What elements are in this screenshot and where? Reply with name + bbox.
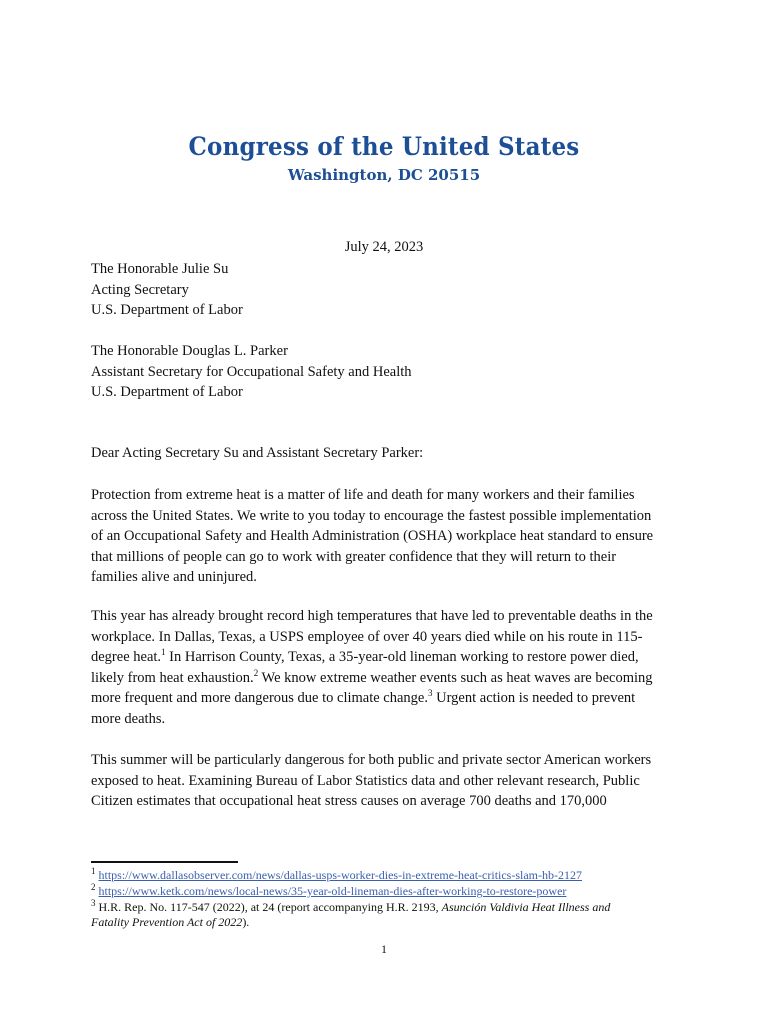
letterhead-title: Congress of the United States [188,132,580,161]
paragraph-1-line: families alive and uninjured. [91,569,257,586]
recipient-1-title: Acting Secretary [91,281,189,298]
paragraph-1 [91,485,691,588]
paragraph-2-line [91,647,691,668]
recipient-2-name: The Honorable Douglas L. Parker [91,343,288,359]
recipient-block-2 [91,341,691,403]
paragraph-1-line: across the United States. We write to you today to encourage the fastest possible implementation [91,507,652,524]
recipient-2-department: U.S. Department of Labor [91,384,243,401]
footnote-number: 3 [91,898,96,908]
footnote-ref-2[interactable]: 2 [253,667,259,678]
footnote-ref-3[interactable]: 3 [428,688,433,699]
text-run: Urgent action is needed to prevent [432,690,636,707]
salutation-text: Dear Acting Secretary Su and Assistant Secretary Parker: [91,445,424,461]
footnote-1-link[interactable]: https://www.dallasobserver.com/news/dallas-usps-worker-dies-in-extreme-heat-critics-slam-hb-2127 [98,868,583,882]
paragraph-2-line [91,668,691,689]
paragraph-1-line: of an Occupational Safety and Health Administration (OSHA) workplace heat standard to ensure [91,528,654,545]
footnote-2-link[interactable]: https://www.ketk.com/news/local-news/35-year-old-lineman-dies-after-working-to-restore-power [98,884,567,898]
footnote-3-continued [91,915,691,930]
footnote-2 [91,884,691,899]
text-run: likely from heat exhaustion. [91,669,254,686]
letterhead [0,130,768,186]
salutation [91,443,691,464]
paragraph-2 [91,606,691,730]
text-run: In Harrison County, Texas, a 35-year-old lineman working to restore power died, [165,649,639,666]
footnotes [91,868,691,930]
page-number: 1 [381,942,387,956]
paragraph-3-line: exposed to heat. Examining Bureau of Labor Statistics data and other relevant research, Public [91,772,640,789]
letter-date: July 24, 2023 [344,239,424,255]
recipient-1-department: U.S. Department of Labor [91,302,243,319]
footnote-number: 1 [91,866,96,876]
paragraph-2-line: This year has already brought record high temperatures that have led to preventable deaths in the [91,608,653,624]
text-run: We know extreme weather events such as heat waves are becoming [258,669,653,686]
paragraph-3-line: This summer will be particularly dangerous for both public and private sector American workers [91,752,652,768]
paragraph-1-line: that millions of people can go to work with greater confidence that they will return to their [91,548,617,565]
recipient-block-1 [91,259,691,321]
footnote-divider [91,861,238,863]
text-run: more frequent and more dangerous due to climate change. [91,690,428,707]
footnote-number: 2 [91,882,96,892]
letterhead-subtitle: Washington, DC 20515 [287,166,481,184]
paragraph-2-line: more deaths. [91,710,166,727]
paragraph-2-line [91,688,691,709]
recipient-2-title: Assistant Secretary for Occupational Safety and Health [91,363,412,380]
text-run: H.R. Rep. No. 117-547 (2022), at 24 (report accompanying H.R. 2193, [95,900,442,914]
footnote-1 [91,868,691,883]
footnote-ref-1[interactable]: 1 [161,647,166,658]
paragraph-2-line: workplace. In Dallas, Texas, a USPS employee of over 40 years died while on his route in 115- [91,628,643,645]
italic-text: Asunción Valdivia Heat Illness and [441,900,611,914]
footnote-3 [91,900,691,915]
paragraph-3-line: Citizen estimates that occupational heat stress causes on average 700 deaths and 170,000 [91,793,607,810]
paragraph-3 [91,750,691,812]
recipient-1-name: The Honorable Julie Su [91,261,229,277]
italic-text: Fatality Prevention Act of 2022 [91,915,243,929]
paragraph-1-line: Protection from extreme heat is a matter of life and death for many workers and their families [91,487,635,503]
text-run: ). [242,915,250,929]
text-run: degree heat. [91,649,162,666]
